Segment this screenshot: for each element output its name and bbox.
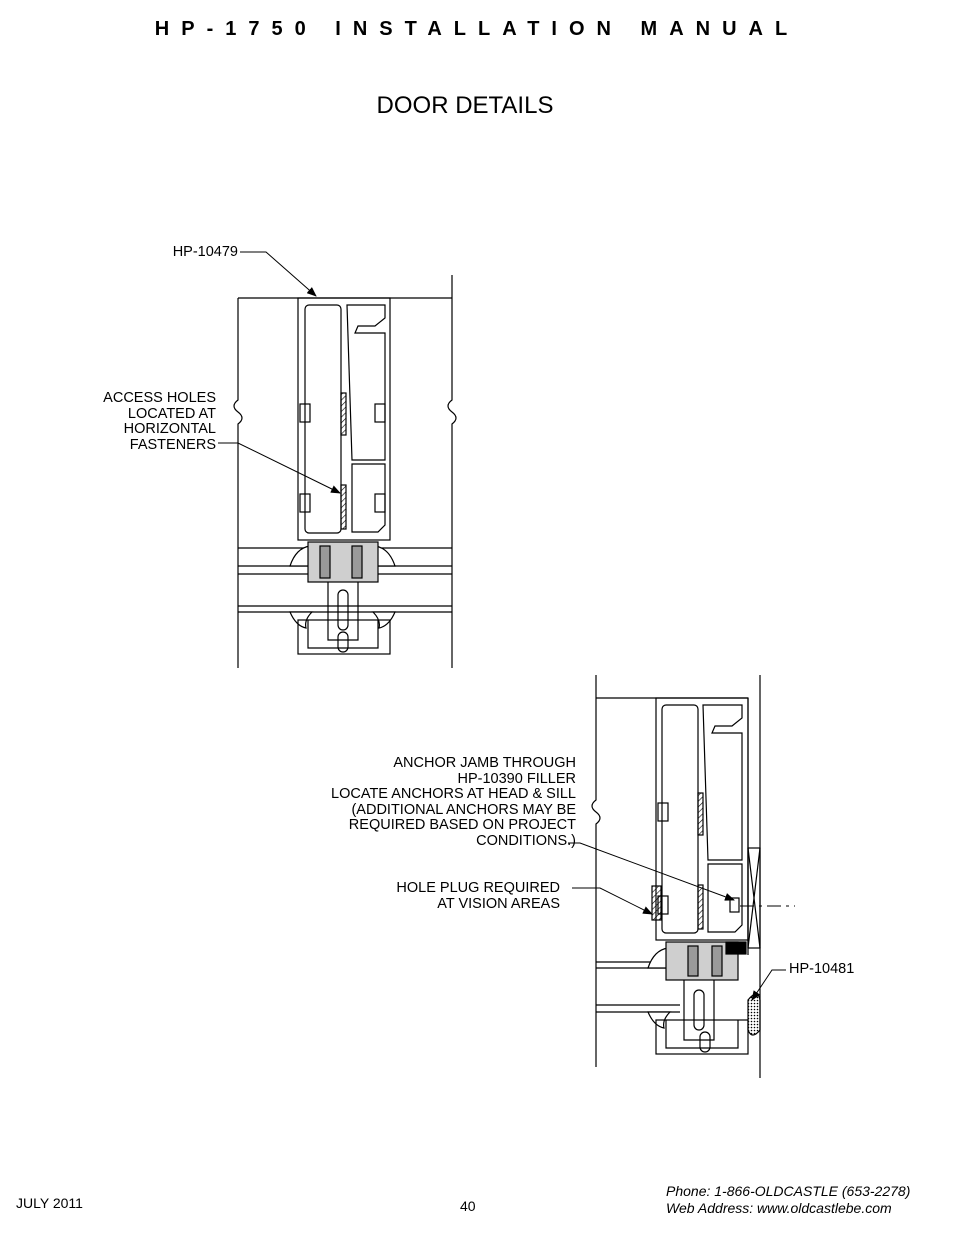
callout-hp-10481: HP-10481 (789, 961, 855, 977)
callout-access-holes: ACCESS HOLES LOCATED AT HORIZONTAL FASTENERS (103, 390, 216, 453)
callout-anchor-jamb: ANCHOR JAMB THROUGH HP-10390 FILLER LOCATE ANCHORS AT HEAD & SILL (ADDITIONAL ANCHORS MAY BE REQUIRED BASED ON PROJECT CONDITIONS.) (331, 755, 576, 849)
footer-date: JULY 2011 (16, 1195, 83, 1211)
page-title: DOOR DETAILS (376, 92, 554, 119)
callout-hp-10479: HP-10479 (172, 244, 238, 260)
callout-hole-plug: HOLE PLUG REQUIRED AT VISION AREAS (396, 880, 560, 912)
manual-header: HP-1750 INSTALLATION MANUAL (154, 18, 800, 40)
top-door-section (234, 275, 456, 668)
footer-web: Web Address: www.oldcastlebe.com (666, 1200, 892, 1216)
footer-phone: Phone: 1-866-OLDCASTLE (653-2278) (666, 1183, 911, 1199)
footer-page-number: 40 (460, 1198, 476, 1214)
top-leaders (218, 252, 340, 493)
bottom-jamb-section (592, 675, 760, 1078)
